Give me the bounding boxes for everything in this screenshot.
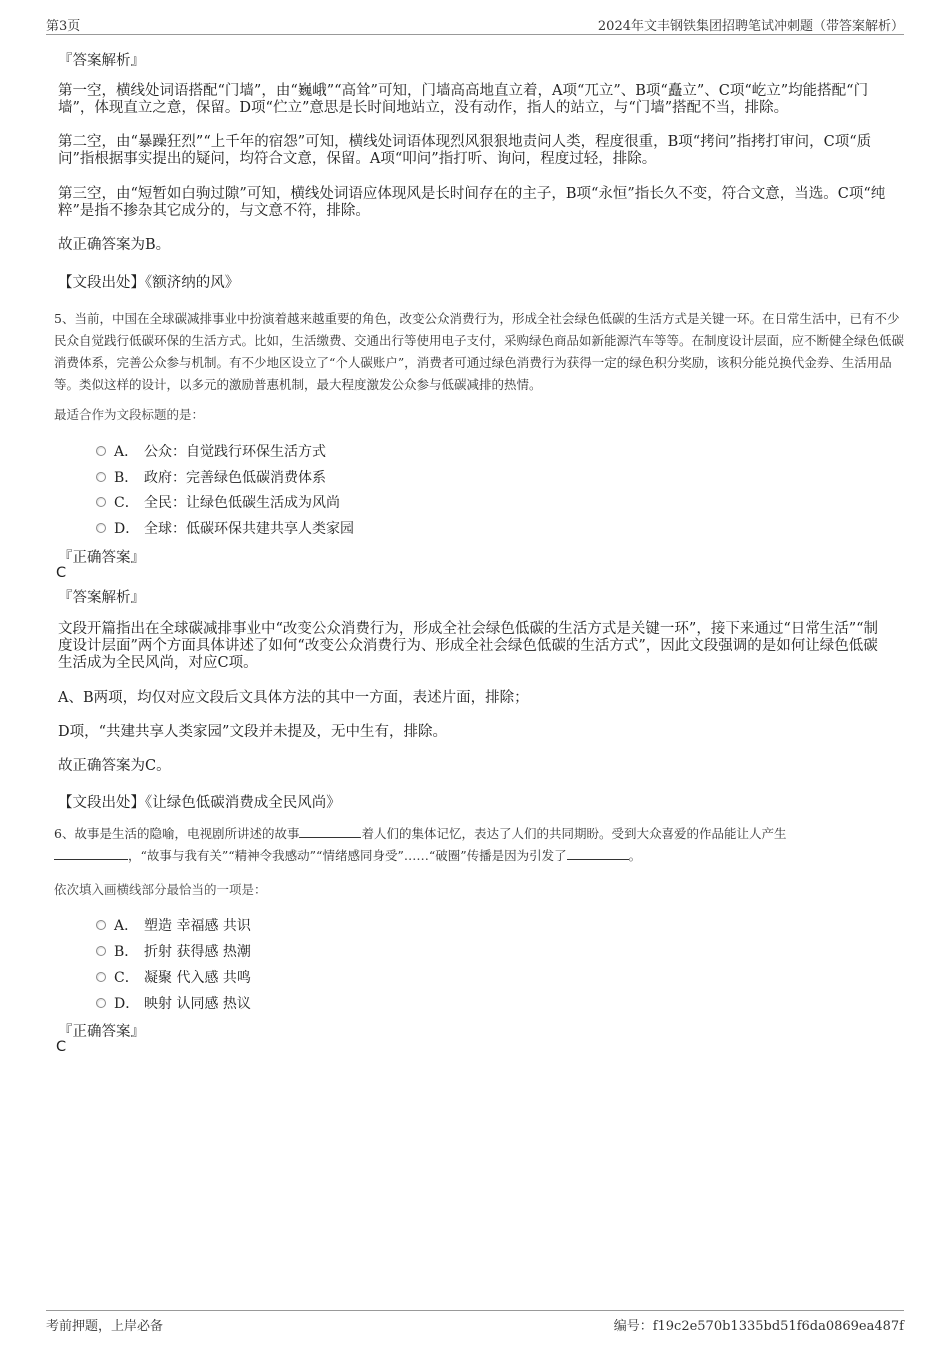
option-letter: C． bbox=[114, 970, 139, 986]
page-footer bbox=[46, 1310, 904, 1335]
document-title: 2024年文丰钢铁集团招聘笔试冲刺题（带答案解析） bbox=[597, 19, 904, 34]
option-text: 塑造 幸福感 共识 bbox=[144, 918, 251, 934]
analysis-paragraph-1: 文段开篇指出在全球碳减排事业中“改变公众消费行为，形成全社会绿色低碳的生活方式是关键一环”，接下来通过“日常生活”“制度设计层面”两个方面具体讲述了如何“改变公众消费行为、形成全社会绿色低碳的生活方式”，因此文段强调的是如何让绿色低碳生活成为全民风尚，对应C项。 bbox=[58, 621, 879, 671]
option-a[interactable] bbox=[96, 915, 251, 937]
question-6-stem bbox=[54, 823, 904, 867]
radio-icon[interactable] bbox=[96, 472, 106, 482]
option-letter: B． bbox=[114, 944, 139, 960]
question-5-stem: 5、当前，中国在全球碳减排事业中扮演着越来越重要的角色，改变公众消费行为，形成全社会绿色低碳的生活方式是关键一环。在日常生活中，已有不少民众自觉践行低碳环保的生活方式。比如，生活缴费、交通出行等使用电子支付，采购绿色商品如新能源汽车等等。在制度设计层面，应不断健全绿色低碳消费体系，完善公众参与机制。有不少地区设立了“个人碳账户”，消费者可通过绿色消费行为获得一定的绿色积分奖励，该积分能兑换代金券、生活用品等。类似这样的设计，以多元的激励普惠机制，最大程度激发公众参与低碳减排的热情。 bbox=[54, 311, 905, 392]
question-6-prompt: 依次填入画横线部分最恰当的一项是： bbox=[54, 882, 267, 897]
option-text: 全球：低碳环保共建共享人类家园 bbox=[144, 521, 354, 537]
fill-blank-3 bbox=[567, 846, 629, 860]
stem-part: 。 bbox=[628, 848, 642, 863]
radio-icon[interactable] bbox=[96, 972, 106, 982]
option-letter: B． bbox=[114, 470, 139, 486]
analysis-paragraph-3: D项，“共建共享人类家园”文段并未提及，无中生有，排除。 bbox=[58, 724, 447, 740]
option-text: 凝聚 代入感 共鸣 bbox=[144, 970, 251, 986]
option-c[interactable] bbox=[96, 492, 340, 514]
analysis-conclusion: 故正确答案为C。 bbox=[58, 758, 171, 774]
analysis-conclusion: 故正确答案为B。 bbox=[58, 237, 171, 253]
radio-icon[interactable] bbox=[96, 920, 106, 930]
radio-icon[interactable] bbox=[96, 446, 106, 456]
correct-answer-value: C bbox=[56, 1039, 67, 1055]
page-number: 第3页 bbox=[46, 19, 81, 34]
analysis-paragraph-1: 第一空，横线处词语搭配“门墙”，由“巍峨”“高耸”可知，门墙高高地直立着，A项“兀立”、B项“矗立”、C项“屹立”均能搭配“门墙”，体现直立之意，保留。D项“伫立”意思是长时间地站立，没有动作，指人的站立，与“门墙”搭配不当，排除。 bbox=[58, 83, 869, 116]
option-letter: D． bbox=[114, 996, 140, 1012]
fill-blank-2 bbox=[54, 846, 128, 860]
option-text: 公众：自觉践行环保生活方式 bbox=[144, 444, 326, 460]
option-letter: A． bbox=[114, 918, 139, 934]
option-letter: C． bbox=[114, 495, 139, 511]
stem-part: 6、故事是生活的隐喻，电视剧所讲述的故事 bbox=[54, 826, 300, 841]
option-text: 映射 认同感 热议 bbox=[144, 996, 251, 1012]
option-text: 折射 获得感 热潮 bbox=[144, 944, 251, 960]
page-header bbox=[46, 14, 904, 35]
document-id: 编号：f19c2e570b1335bd51f6da0869ea487f bbox=[613, 1319, 904, 1334]
option-text: 政府：完善绿色低碳消费体系 bbox=[144, 470, 326, 486]
analysis-paragraph-2: A、B两项，均仅对应文段后文具体方法的其中一方面，表述片面，排除； bbox=[58, 690, 529, 706]
option-b[interactable] bbox=[96, 467, 326, 489]
fill-blank-1 bbox=[299, 824, 361, 838]
correct-answer-label: 『正确答案』 bbox=[58, 1024, 145, 1040]
analysis-paragraph-2: 第二空，由“暴躁狂烈”“上千年的宿怨”可知，横线处词语体现烈风狠狠地责问人类，程度很重，B项“拷问”指拷打审问，C项“质问”指根据事实提出的疑问，均符合文意，保留。A项“叩问”指打听、询问，程度过轻，排除。 bbox=[58, 134, 872, 167]
analysis-label: 『答案解析』 bbox=[58, 590, 145, 606]
source-citation: 【文段出处】《额济纳的风》 bbox=[58, 275, 240, 291]
radio-icon[interactable] bbox=[96, 946, 106, 956]
footer-slogan: 考前押题，上岸必备 bbox=[46, 1319, 164, 1334]
option-letter: D． bbox=[114, 521, 140, 537]
option-d[interactable] bbox=[96, 518, 354, 540]
option-text: 全民：让绿色低碳生活成为风尚 bbox=[144, 495, 340, 511]
correct-answer-value: C bbox=[56, 565, 67, 581]
radio-icon[interactable] bbox=[96, 497, 106, 507]
source-citation: 【文段出处】《让绿色低碳消费成全民风尚》 bbox=[58, 795, 341, 811]
radio-icon[interactable] bbox=[96, 998, 106, 1008]
stem-part: 着人们的集体记忆，表达了人们的共同期盼。受到大众喜爱的作品能让人产生 bbox=[361, 826, 787, 841]
correct-answer-label: 『正确答案』 bbox=[58, 550, 145, 566]
stem-part: ，“故事与我有关”“精神令我感动”“情绪感同身受”……“破圈”传播是因为引发了 bbox=[128, 848, 567, 863]
option-a[interactable] bbox=[96, 441, 326, 463]
option-letter: A． bbox=[114, 444, 139, 460]
analysis-label: 『答案解析』 bbox=[58, 53, 145, 69]
option-c[interactable] bbox=[96, 967, 251, 989]
question-5-prompt: 最适合作为文段标题的是： bbox=[54, 407, 205, 422]
radio-icon[interactable] bbox=[96, 523, 106, 533]
option-b[interactable] bbox=[96, 941, 251, 963]
option-d[interactable] bbox=[96, 993, 251, 1015]
analysis-paragraph-3: 第三空，由“短暂如白驹过隙”可知，横线处词语应体现风是长时间存在的主子，B项“永恒”指长久不变，符合文意，当选。C项“纯粹”是指不掺杂其它成分的，与文意不符，排除。 bbox=[58, 186, 886, 219]
